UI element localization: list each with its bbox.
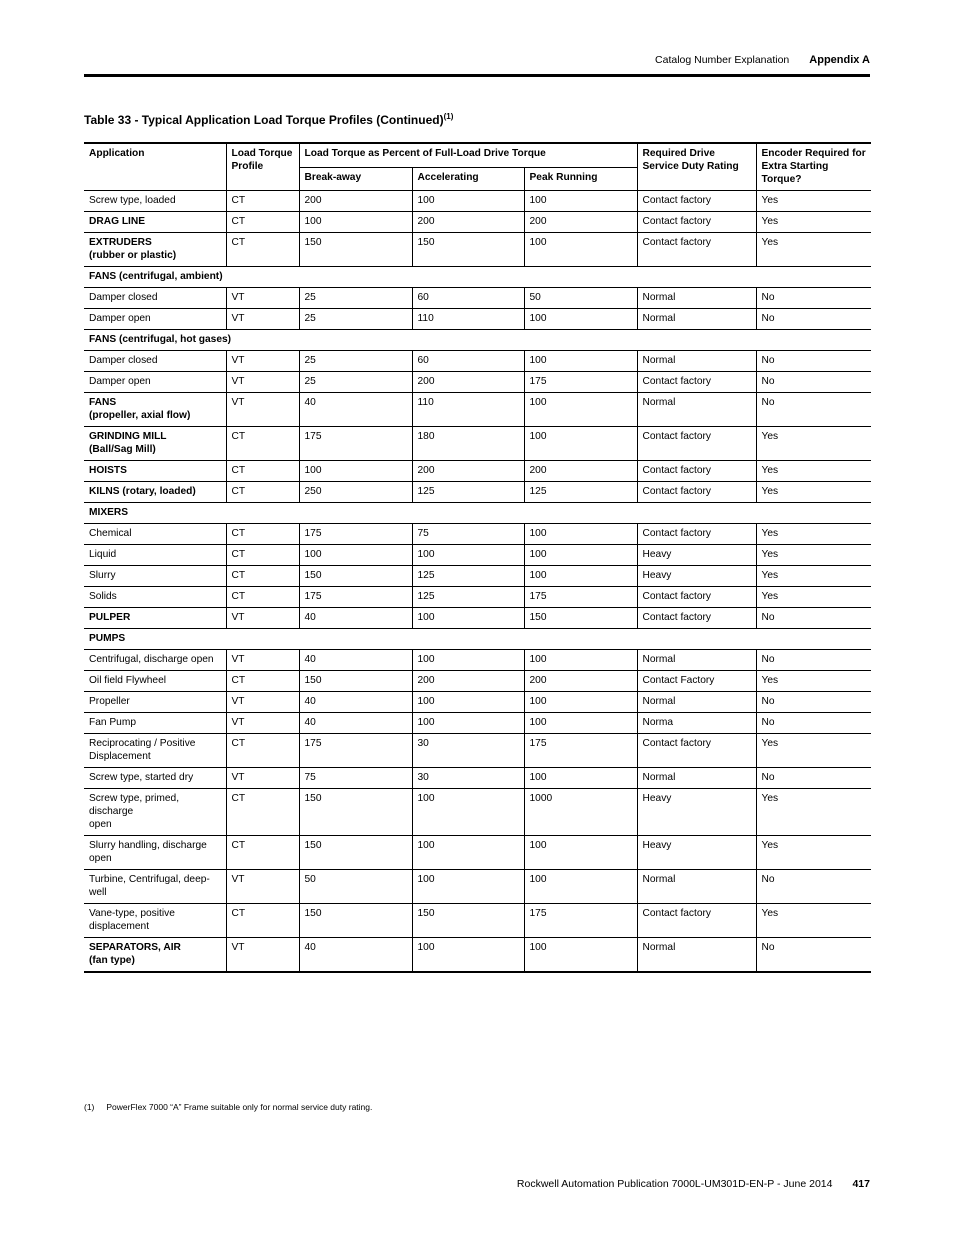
cell-load-torque-profile: CT xyxy=(226,212,299,233)
cell-break-away: 25 xyxy=(299,309,412,330)
cell-load-torque-profile: VT xyxy=(226,393,299,427)
cell-peak-running: 175 xyxy=(524,904,637,938)
cell-peak-running: 100 xyxy=(524,191,637,212)
table-row xyxy=(84,545,871,566)
cell-peak-running: 100 xyxy=(524,650,637,671)
cell-accelerating: 110 xyxy=(412,309,524,330)
application-name: Damper open xyxy=(89,376,151,387)
cell-application xyxy=(84,587,226,608)
cell-application xyxy=(84,482,226,503)
cell-encoder: No xyxy=(756,351,871,372)
cell-break-away: 25 xyxy=(299,372,412,393)
cell-encoder: No xyxy=(756,372,871,393)
cell-service-duty: Contact Factory xyxy=(637,671,756,692)
cell-load-torque-profile: CT xyxy=(226,789,299,836)
cell-service-duty: Contact factory xyxy=(637,372,756,393)
cell-application xyxy=(84,212,226,233)
cell-encoder: No xyxy=(756,650,871,671)
cell-load-torque-profile: CT xyxy=(226,836,299,870)
cell-service-duty: Contact factory xyxy=(637,427,756,461)
table-row xyxy=(84,233,871,267)
cell-break-away: 175 xyxy=(299,587,412,608)
cell-break-away: 175 xyxy=(299,734,412,768)
cell-accelerating: 100 xyxy=(412,713,524,734)
table-row xyxy=(84,427,871,461)
application-name-continued: (rubber or plastic) xyxy=(89,250,177,261)
application-name: GRINDING MILL xyxy=(89,431,167,442)
cell-encoder: No xyxy=(756,608,871,629)
table-row xyxy=(84,734,871,768)
cell-peak-running: 100 xyxy=(524,351,637,372)
cell-accelerating: 30 xyxy=(412,768,524,789)
cell-load-torque-profile: VT xyxy=(226,309,299,330)
cell-peak-running: 100 xyxy=(524,427,637,461)
cell-accelerating: 150 xyxy=(412,233,524,267)
cell-application xyxy=(84,233,226,267)
header-rule xyxy=(84,74,870,77)
table-body xyxy=(84,191,871,973)
cell-service-duty: Contact factory xyxy=(637,212,756,233)
cell-load-torque-profile: VT xyxy=(226,288,299,309)
table-row xyxy=(84,288,871,309)
table-row xyxy=(84,938,871,973)
cell-peak-running: 175 xyxy=(524,372,637,393)
cell-service-duty: Contact factory xyxy=(637,524,756,545)
cell-application xyxy=(84,351,226,372)
application-name-continued: (propeller, axial flow) xyxy=(89,410,191,421)
cell-service-duty: Contact factory xyxy=(637,608,756,629)
cell-encoder: No xyxy=(756,692,871,713)
cell-encoder: No xyxy=(756,713,871,734)
cell-service-duty: Contact factory xyxy=(637,461,756,482)
cell-application xyxy=(84,904,226,938)
cell-encoder: Yes xyxy=(756,524,871,545)
application-name: Screw type, started dry xyxy=(89,772,194,783)
cell-load-torque-profile: CT xyxy=(226,233,299,267)
cell-load-torque-profile: VT xyxy=(226,713,299,734)
cell-service-duty: Normal xyxy=(637,393,756,427)
cell-load-torque-profile: VT xyxy=(226,372,299,393)
cell-break-away: 175 xyxy=(299,427,412,461)
application-name: Solids xyxy=(89,591,117,602)
cell-accelerating: 200 xyxy=(412,461,524,482)
cell-application xyxy=(84,734,226,768)
cell-peak-running: 200 xyxy=(524,461,637,482)
cell-load-torque-profile: CT xyxy=(226,427,299,461)
cell-accelerating: 100 xyxy=(412,545,524,566)
cell-peak-running: 175 xyxy=(524,587,637,608)
cell-peak-running: 100 xyxy=(524,713,637,734)
application-name: Centrifugal, discharge open xyxy=(89,654,214,665)
cell-service-duty: Heavy xyxy=(637,789,756,836)
cell-encoder: No xyxy=(756,870,871,904)
cell-application xyxy=(84,692,226,713)
application-name: PULPER xyxy=(89,612,131,623)
cell-load-torque-profile: CT xyxy=(226,461,299,482)
cell-break-away: 200 xyxy=(299,191,412,212)
application-name-continued: open xyxy=(89,819,112,830)
cell-break-away: 250 xyxy=(299,482,412,503)
cell-encoder: No xyxy=(756,768,871,789)
application-name: FANS xyxy=(89,397,117,408)
application-name-continued: open xyxy=(89,853,112,864)
footnote-number: (1) xyxy=(84,1102,95,1112)
cell-peak-running: 100 xyxy=(524,836,637,870)
cell-accelerating: 100 xyxy=(412,692,524,713)
table-row xyxy=(84,351,871,372)
table-row xyxy=(84,191,871,212)
cell-break-away: 175 xyxy=(299,524,412,545)
cell-peak-running: 200 xyxy=(524,212,637,233)
application-name: Screw type, loaded xyxy=(89,195,176,206)
col-header-peak-running: Peak Running xyxy=(524,167,637,190)
cell-load-torque-profile: VT xyxy=(226,650,299,671)
cell-accelerating: 100 xyxy=(412,870,524,904)
cell-accelerating: 200 xyxy=(412,212,524,233)
cell-service-duty: Heavy xyxy=(637,545,756,566)
table-row xyxy=(84,393,871,427)
table-row xyxy=(84,309,871,330)
application-name: Screw type, primed, discharge xyxy=(89,793,180,817)
application-name: EXTRUDERS xyxy=(89,237,152,248)
cell-service-duty: Contact factory xyxy=(637,734,756,768)
table-row xyxy=(84,566,871,587)
cell-break-away: 100 xyxy=(299,461,412,482)
cell-application xyxy=(84,650,226,671)
cell-accelerating: 100 xyxy=(412,789,524,836)
cell-load-torque-profile: VT xyxy=(226,608,299,629)
cell-encoder: Yes xyxy=(756,566,871,587)
cell-application xyxy=(84,566,226,587)
cell-application xyxy=(84,938,226,973)
cell-encoder: Yes xyxy=(756,671,871,692)
cell-encoder: Yes xyxy=(756,482,871,503)
cell-encoder: Yes xyxy=(756,212,871,233)
table-row xyxy=(84,608,871,629)
cell-break-away: 40 xyxy=(299,692,412,713)
cell-load-torque-profile: CT xyxy=(226,587,299,608)
cell-accelerating: 125 xyxy=(412,482,524,503)
cell-service-duty: Normal xyxy=(637,309,756,330)
cell-encoder: Yes xyxy=(756,427,871,461)
application-name: Turbine, Centrifugal, deep- xyxy=(89,874,210,885)
cell-peak-running: 100 xyxy=(524,692,637,713)
cell-accelerating: 100 xyxy=(412,650,524,671)
cell-break-away: 150 xyxy=(299,836,412,870)
cell-service-duty: Normal xyxy=(637,692,756,713)
cell-encoder: Yes xyxy=(756,191,871,212)
cell-load-torque-profile: VT xyxy=(226,938,299,973)
table-row xyxy=(84,836,871,870)
cell-accelerating: 180 xyxy=(412,427,524,461)
cell-encoder: No xyxy=(756,309,871,330)
application-name-continued: (fan type) xyxy=(89,955,135,966)
cell-encoder: Yes xyxy=(756,545,871,566)
cell-application xyxy=(84,713,226,734)
application-name: KILNS (rotary, loaded) xyxy=(89,486,196,497)
cell-break-away: 150 xyxy=(299,904,412,938)
cell-application xyxy=(84,288,226,309)
table-row xyxy=(84,789,871,836)
application-name-continued: Displacement xyxy=(89,751,151,762)
application-name-continued: (Ball/Sag Mill) xyxy=(89,444,156,455)
col-header-load-torque-profile: Load Torque Profile xyxy=(226,143,299,191)
cell-accelerating: 125 xyxy=(412,566,524,587)
page-footer xyxy=(517,1178,870,1190)
table-title-footnote-ref: (1) xyxy=(443,112,454,121)
cell-peak-running: 100 xyxy=(524,233,637,267)
cell-peak-running: 1000 xyxy=(524,789,637,836)
table-title xyxy=(84,112,453,127)
table-row xyxy=(84,713,871,734)
cell-load-torque-profile: CT xyxy=(226,904,299,938)
section-label: FANS (centrifugal, hot gases) xyxy=(84,330,871,351)
cell-accelerating: 125 xyxy=(412,587,524,608)
table-row xyxy=(84,524,871,545)
cell-load-torque-profile: CT xyxy=(226,545,299,566)
section-label: PUMPS xyxy=(84,629,871,650)
cell-load-torque-profile: VT xyxy=(226,351,299,372)
cell-break-away: 50 xyxy=(299,870,412,904)
application-name: SEPARATORS, AIR xyxy=(89,942,181,953)
cell-accelerating: 110 xyxy=(412,393,524,427)
application-name: Vane-type, positive xyxy=(89,908,175,919)
cell-break-away: 75 xyxy=(299,768,412,789)
cell-service-duty: Contact factory xyxy=(637,233,756,267)
cell-service-duty: Contact factory xyxy=(637,587,756,608)
table-section-row xyxy=(84,330,871,351)
col-header-encoder: Encoder Required for Extra Starting Torque? xyxy=(756,143,871,191)
cell-break-away: 40 xyxy=(299,713,412,734)
cell-load-torque-profile: CT xyxy=(226,734,299,768)
footnote xyxy=(84,1102,372,1112)
cell-service-duty: Normal xyxy=(637,650,756,671)
cell-encoder: Yes xyxy=(756,233,871,267)
table-row xyxy=(84,372,871,393)
cell-peak-running: 100 xyxy=(524,309,637,330)
cell-accelerating: 100 xyxy=(412,836,524,870)
cell-encoder: Yes xyxy=(756,789,871,836)
table-row xyxy=(84,768,871,789)
cell-break-away: 150 xyxy=(299,671,412,692)
application-name: Damper open xyxy=(89,313,151,324)
cell-load-torque-profile: CT xyxy=(226,566,299,587)
application-name: DRAG LINE xyxy=(89,216,146,227)
application-name: Slurry handling, discharge xyxy=(89,840,207,851)
footnote-text: PowerFlex 7000 “A” Frame suitable only for normal service duty rating. xyxy=(106,1102,373,1112)
cell-load-torque-profile: VT xyxy=(226,692,299,713)
cell-break-away: 40 xyxy=(299,650,412,671)
cell-application xyxy=(84,870,226,904)
cell-encoder: Yes xyxy=(756,734,871,768)
load-torque-table xyxy=(84,142,871,973)
section-label: MIXERS xyxy=(84,503,871,524)
cell-encoder: Yes xyxy=(756,587,871,608)
table-section-row xyxy=(84,503,871,524)
application-name-continued: displacement xyxy=(89,921,150,932)
application-name: Damper closed xyxy=(89,292,158,303)
cell-service-duty: Contact factory xyxy=(637,904,756,938)
cell-break-away: 25 xyxy=(299,288,412,309)
cell-service-duty: Contact factory xyxy=(637,191,756,212)
cell-service-duty: Heavy xyxy=(637,566,756,587)
cell-break-away: 25 xyxy=(299,351,412,372)
appendix-label: Appendix A xyxy=(809,54,870,66)
publication-info: Rockwell Automation Publication 7000L-UM301D-EN-P - June 2014 xyxy=(516,1178,833,1190)
cell-encoder: No xyxy=(756,393,871,427)
cell-accelerating: 200 xyxy=(412,671,524,692)
cell-load-torque-profile: VT xyxy=(226,768,299,789)
col-header-application: Application xyxy=(84,143,226,191)
cell-peak-running: 50 xyxy=(524,288,637,309)
section-label: FANS (centrifugal, ambient) xyxy=(84,267,871,288)
cell-accelerating: 30 xyxy=(412,734,524,768)
table-row xyxy=(84,212,871,233)
table-section-row xyxy=(84,267,871,288)
application-name: Liquid xyxy=(89,549,117,560)
cell-peak-running: 100 xyxy=(524,545,637,566)
cell-encoder: No xyxy=(756,288,871,309)
cell-application xyxy=(84,191,226,212)
cell-load-torque-profile: CT xyxy=(226,524,299,545)
cell-break-away: 150 xyxy=(299,789,412,836)
cell-service-duty: Heavy xyxy=(637,836,756,870)
cell-service-duty: Normal xyxy=(637,938,756,973)
cell-peak-running: 125 xyxy=(524,482,637,503)
table-row xyxy=(84,587,871,608)
cell-break-away: 40 xyxy=(299,608,412,629)
cell-application xyxy=(84,427,226,461)
table-title-text: Table 33 - Typical Application Load Torque Profiles (Continued) xyxy=(84,113,444,127)
cell-encoder: No xyxy=(756,938,871,973)
cell-application xyxy=(84,671,226,692)
cell-application xyxy=(84,789,226,836)
cell-service-duty: Norma xyxy=(637,713,756,734)
col-header-service-duty: Required Drive Service Duty Rating xyxy=(637,143,756,191)
cell-application xyxy=(84,836,226,870)
cell-accelerating: 150 xyxy=(412,904,524,938)
col-header-load-torque-percent: Load Torque as Percent of Full-Load Drive Torque xyxy=(299,143,637,167)
cell-service-duty: Normal xyxy=(637,870,756,904)
cell-accelerating: 100 xyxy=(412,191,524,212)
cell-application xyxy=(84,768,226,789)
cell-service-duty: Normal xyxy=(637,768,756,789)
cell-encoder: Yes xyxy=(756,836,871,870)
application-name: Slurry xyxy=(89,570,116,581)
cell-break-away: 40 xyxy=(299,938,412,973)
cell-encoder: Yes xyxy=(756,461,871,482)
application-name-continued: well xyxy=(89,887,107,898)
col-header-accelerating: Accelerating xyxy=(412,167,524,190)
table-row xyxy=(84,904,871,938)
page-header xyxy=(655,54,870,66)
application-name: Reciprocating / Positive xyxy=(89,738,196,749)
cell-application xyxy=(84,524,226,545)
cell-accelerating: 200 xyxy=(412,372,524,393)
table-row xyxy=(84,692,871,713)
section-title: Catalog Number Explanation xyxy=(655,54,790,66)
cell-service-duty: Contact factory xyxy=(637,482,756,503)
cell-load-torque-profile: CT xyxy=(226,191,299,212)
cell-encoder: Yes xyxy=(756,904,871,938)
cell-application xyxy=(84,608,226,629)
cell-service-duty: Normal xyxy=(637,288,756,309)
table-row xyxy=(84,650,871,671)
cell-break-away: 100 xyxy=(299,545,412,566)
cell-application xyxy=(84,393,226,427)
cell-service-duty: Normal xyxy=(637,351,756,372)
cell-accelerating: 60 xyxy=(412,351,524,372)
cell-accelerating: 100 xyxy=(412,608,524,629)
cell-peak-running: 100 xyxy=(524,524,637,545)
cell-load-torque-profile: CT xyxy=(226,482,299,503)
cell-peak-running: 100 xyxy=(524,870,637,904)
table-row xyxy=(84,671,871,692)
cell-accelerating: 60 xyxy=(412,288,524,309)
cell-application xyxy=(84,372,226,393)
cell-peak-running: 175 xyxy=(524,734,637,768)
application-name: HOISTS xyxy=(89,465,127,476)
cell-application xyxy=(84,461,226,482)
cell-accelerating: 75 xyxy=(412,524,524,545)
cell-peak-running: 100 xyxy=(524,938,637,973)
cell-peak-running: 100 xyxy=(524,768,637,789)
table-row xyxy=(84,461,871,482)
cell-peak-running: 150 xyxy=(524,608,637,629)
cell-peak-running: 200 xyxy=(524,671,637,692)
cell-load-torque-profile: CT xyxy=(226,671,299,692)
cell-break-away: 40 xyxy=(299,393,412,427)
cell-peak-running: 100 xyxy=(524,566,637,587)
cell-load-torque-profile: VT xyxy=(226,870,299,904)
cell-application xyxy=(84,545,226,566)
cell-break-away: 100 xyxy=(299,212,412,233)
cell-break-away: 150 xyxy=(299,233,412,267)
application-name: Chemical xyxy=(89,528,132,539)
table-row xyxy=(84,482,871,503)
application-name: Fan Pump xyxy=(89,717,136,728)
application-name: Propeller xyxy=(89,696,130,707)
application-name: Damper closed xyxy=(89,355,158,366)
application-name: Oil field Flywheel xyxy=(89,675,166,686)
table-row xyxy=(84,870,871,904)
table-section-row xyxy=(84,629,871,650)
page-number: 417 xyxy=(852,1178,870,1190)
col-header-break-away: Break-away xyxy=(299,167,412,190)
cell-application xyxy=(84,309,226,330)
cell-break-away: 150 xyxy=(299,566,412,587)
cell-peak-running: 100 xyxy=(524,393,637,427)
cell-accelerating: 100 xyxy=(412,938,524,973)
